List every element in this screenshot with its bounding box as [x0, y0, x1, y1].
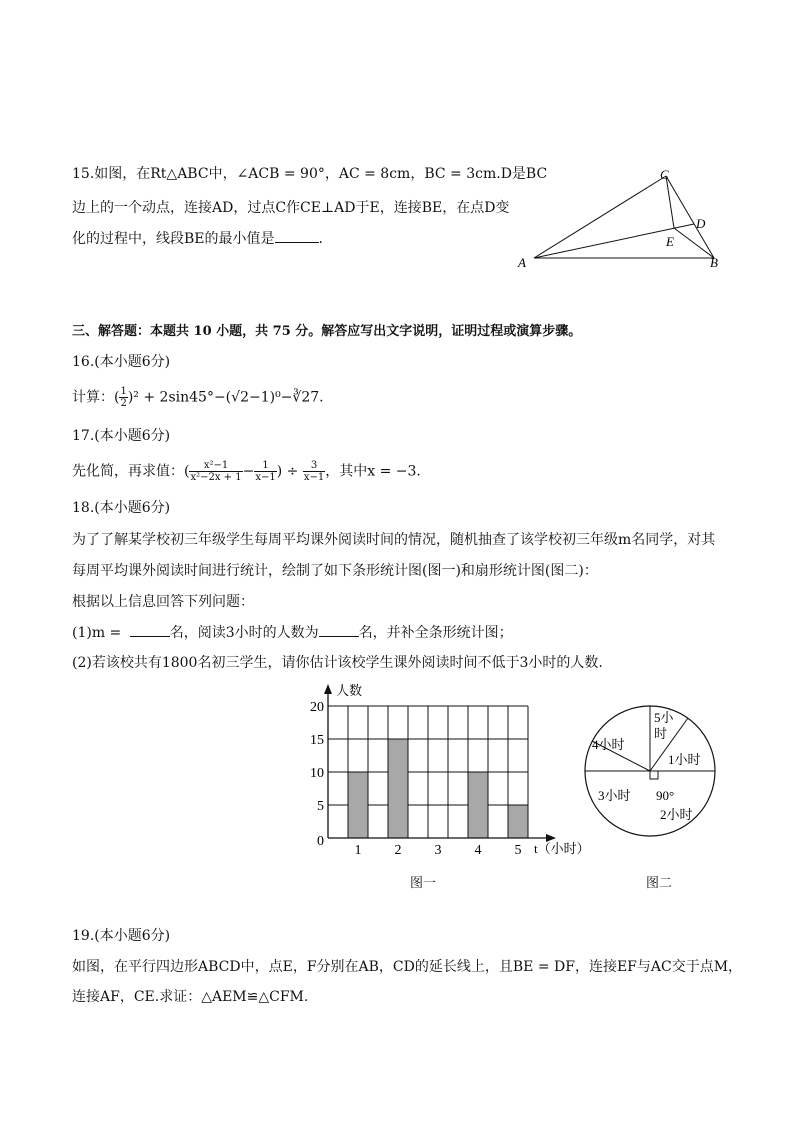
- q17-frac-1: [189, 460, 242, 483]
- q15-line-3-text: 化的过程中，线段BE的最小值是: [72, 231, 275, 247]
- pie-label-4h: 4小时: [592, 737, 625, 752]
- label-E: E: [666, 234, 674, 249]
- bar-chart-ticks: [310, 700, 522, 858]
- y-tick-label: 10: [310, 766, 324, 781]
- q18-para-3: 根据以上信息回答下列问题：: [72, 594, 254, 610]
- q18-heading: 18.(本小题6分): [72, 500, 171, 516]
- q17-f3-num: 3: [303, 460, 325, 472]
- q16-frac-num: 1: [120, 386, 127, 397]
- q18-para-2: 每周平均课外阅读时间进行统计，绘制了如下条形统计图(图一)和扇形统计图(图二)：: [72, 563, 598, 579]
- answer-blank-m: [130, 622, 170, 637]
- q15-line-2: 边上的一个动点，连接AD，过点C作CE⊥AD于E，连接BE，在点D变: [72, 200, 510, 216]
- q17-f2-den: x−1: [255, 472, 276, 483]
- pie-label-1h: 1小时: [668, 752, 701, 767]
- pie-label-5h-line1: 5小: [654, 710, 674, 725]
- q16-expression: [72, 386, 324, 409]
- q16-pre: 计算：(: [72, 389, 120, 406]
- q18-sub-1-a: (1)m =: [72, 625, 126, 641]
- bar-5: [508, 805, 528, 838]
- label-C: C: [660, 167, 669, 182]
- q16-heading: 16.(本小题6分): [72, 354, 171, 370]
- y-axis-label: 人数: [336, 683, 363, 698]
- q17-frac-2: [254, 460, 276, 483]
- q17-pre: 先化简，再求值：(: [72, 463, 190, 480]
- q17-heading: 17.(本小题6分): [72, 428, 171, 444]
- pie-angle-label: 90°: [656, 788, 675, 803]
- section-3-heading: 三、解答题：本题共 10 小题，共 75 分。解答应写出文字说明，证明过程或演算步骤。: [72, 324, 582, 339]
- label-D: D: [696, 216, 706, 231]
- q18-sub-1-c: 名，并补全条形统计图；: [358, 625, 513, 641]
- y-tick-label: 0: [317, 834, 324, 849]
- q17-f3-den: x−1: [303, 472, 325, 483]
- x-tick-label: 5: [514, 843, 522, 858]
- y-tick-label: 15: [310, 733, 324, 748]
- label-A: A: [518, 255, 526, 270]
- answer-blank: [275, 228, 319, 243]
- q17-expression: [72, 460, 421, 483]
- q15-line-3-end: .: [318, 231, 323, 247]
- bar-4: [468, 772, 488, 838]
- q16-fraction: [119, 386, 127, 409]
- y-tick-label: 20: [310, 700, 324, 715]
- figure-2-caption: 图二: [646, 876, 673, 891]
- q18-para-1: 为了了解某学校初三年级学生每周平均课外阅读时间的情况，随机抽查了该学校初三年级m名同学，对其: [72, 532, 716, 548]
- pie-label-2h: 2小时: [660, 807, 693, 822]
- q17-f2-num: 1: [254, 460, 276, 472]
- figure-1-caption: 图一: [410, 876, 437, 891]
- y-axis-arrow: [324, 684, 332, 694]
- q15-line-3: [72, 228, 323, 249]
- x-tick-label: 4: [474, 843, 482, 858]
- q19-heading: 19.(本小题6分): [72, 928, 171, 944]
- bar-chart: [300, 680, 600, 860]
- q17-minus: −: [242, 463, 255, 480]
- pie-chart: [584, 700, 734, 850]
- pie-label-5h-line2: 时: [654, 726, 668, 741]
- bar-1: [348, 772, 368, 838]
- bar-2: [388, 739, 408, 838]
- x-tick-label: 1: [354, 843, 362, 858]
- y-tick-label: 5: [317, 799, 324, 814]
- q17-frac-3: [303, 460, 325, 483]
- q19-para-1: 如图，在平行四边形ABCD中，点E，F分别在AB，CD的延长线上，且BE = DF，连接EF与AC交于点M，: [72, 959, 743, 975]
- bar-chart-bars: [348, 739, 528, 838]
- q18-sub-2: (2)若该校共有1800名初三学生，请你估计该校学生课外阅读时间不低于3小时的人数.: [72, 655, 603, 671]
- q17-div: ) ÷: [276, 463, 303, 480]
- q16-frac-den: 2: [120, 398, 127, 409]
- pie-label-3h: 3小时: [598, 788, 631, 803]
- q17-f1-num: x²−1: [189, 460, 242, 472]
- q17-f1-den: x²−2x + 1: [190, 472, 242, 483]
- q18-sub-1-b: 名，阅读3小时的人数为: [169, 625, 319, 641]
- q18-sub-1: [72, 622, 513, 643]
- q16-rest: )² + 2sin45°−(√2−1)⁰−∛27.: [127, 389, 324, 406]
- q19-para-2: 连接AF，CE.求证：△AEM≌△CFM.: [72, 989, 309, 1005]
- answer-blank-3h: [319, 622, 359, 637]
- x-tick-label: 3: [434, 843, 442, 858]
- triangle-figure: [510, 160, 732, 276]
- q17-post: ，其中x = −3.: [325, 463, 421, 480]
- q15-line-1: 15.如图，在Rt△ABC中，∠ACB = 90°，AC = 8cm，BC = 3cm.D是BC: [72, 166, 548, 182]
- x-axis-label: t（小时）: [534, 841, 590, 856]
- label-B: B: [710, 255, 718, 270]
- x-tick-label: 2: [394, 843, 402, 858]
